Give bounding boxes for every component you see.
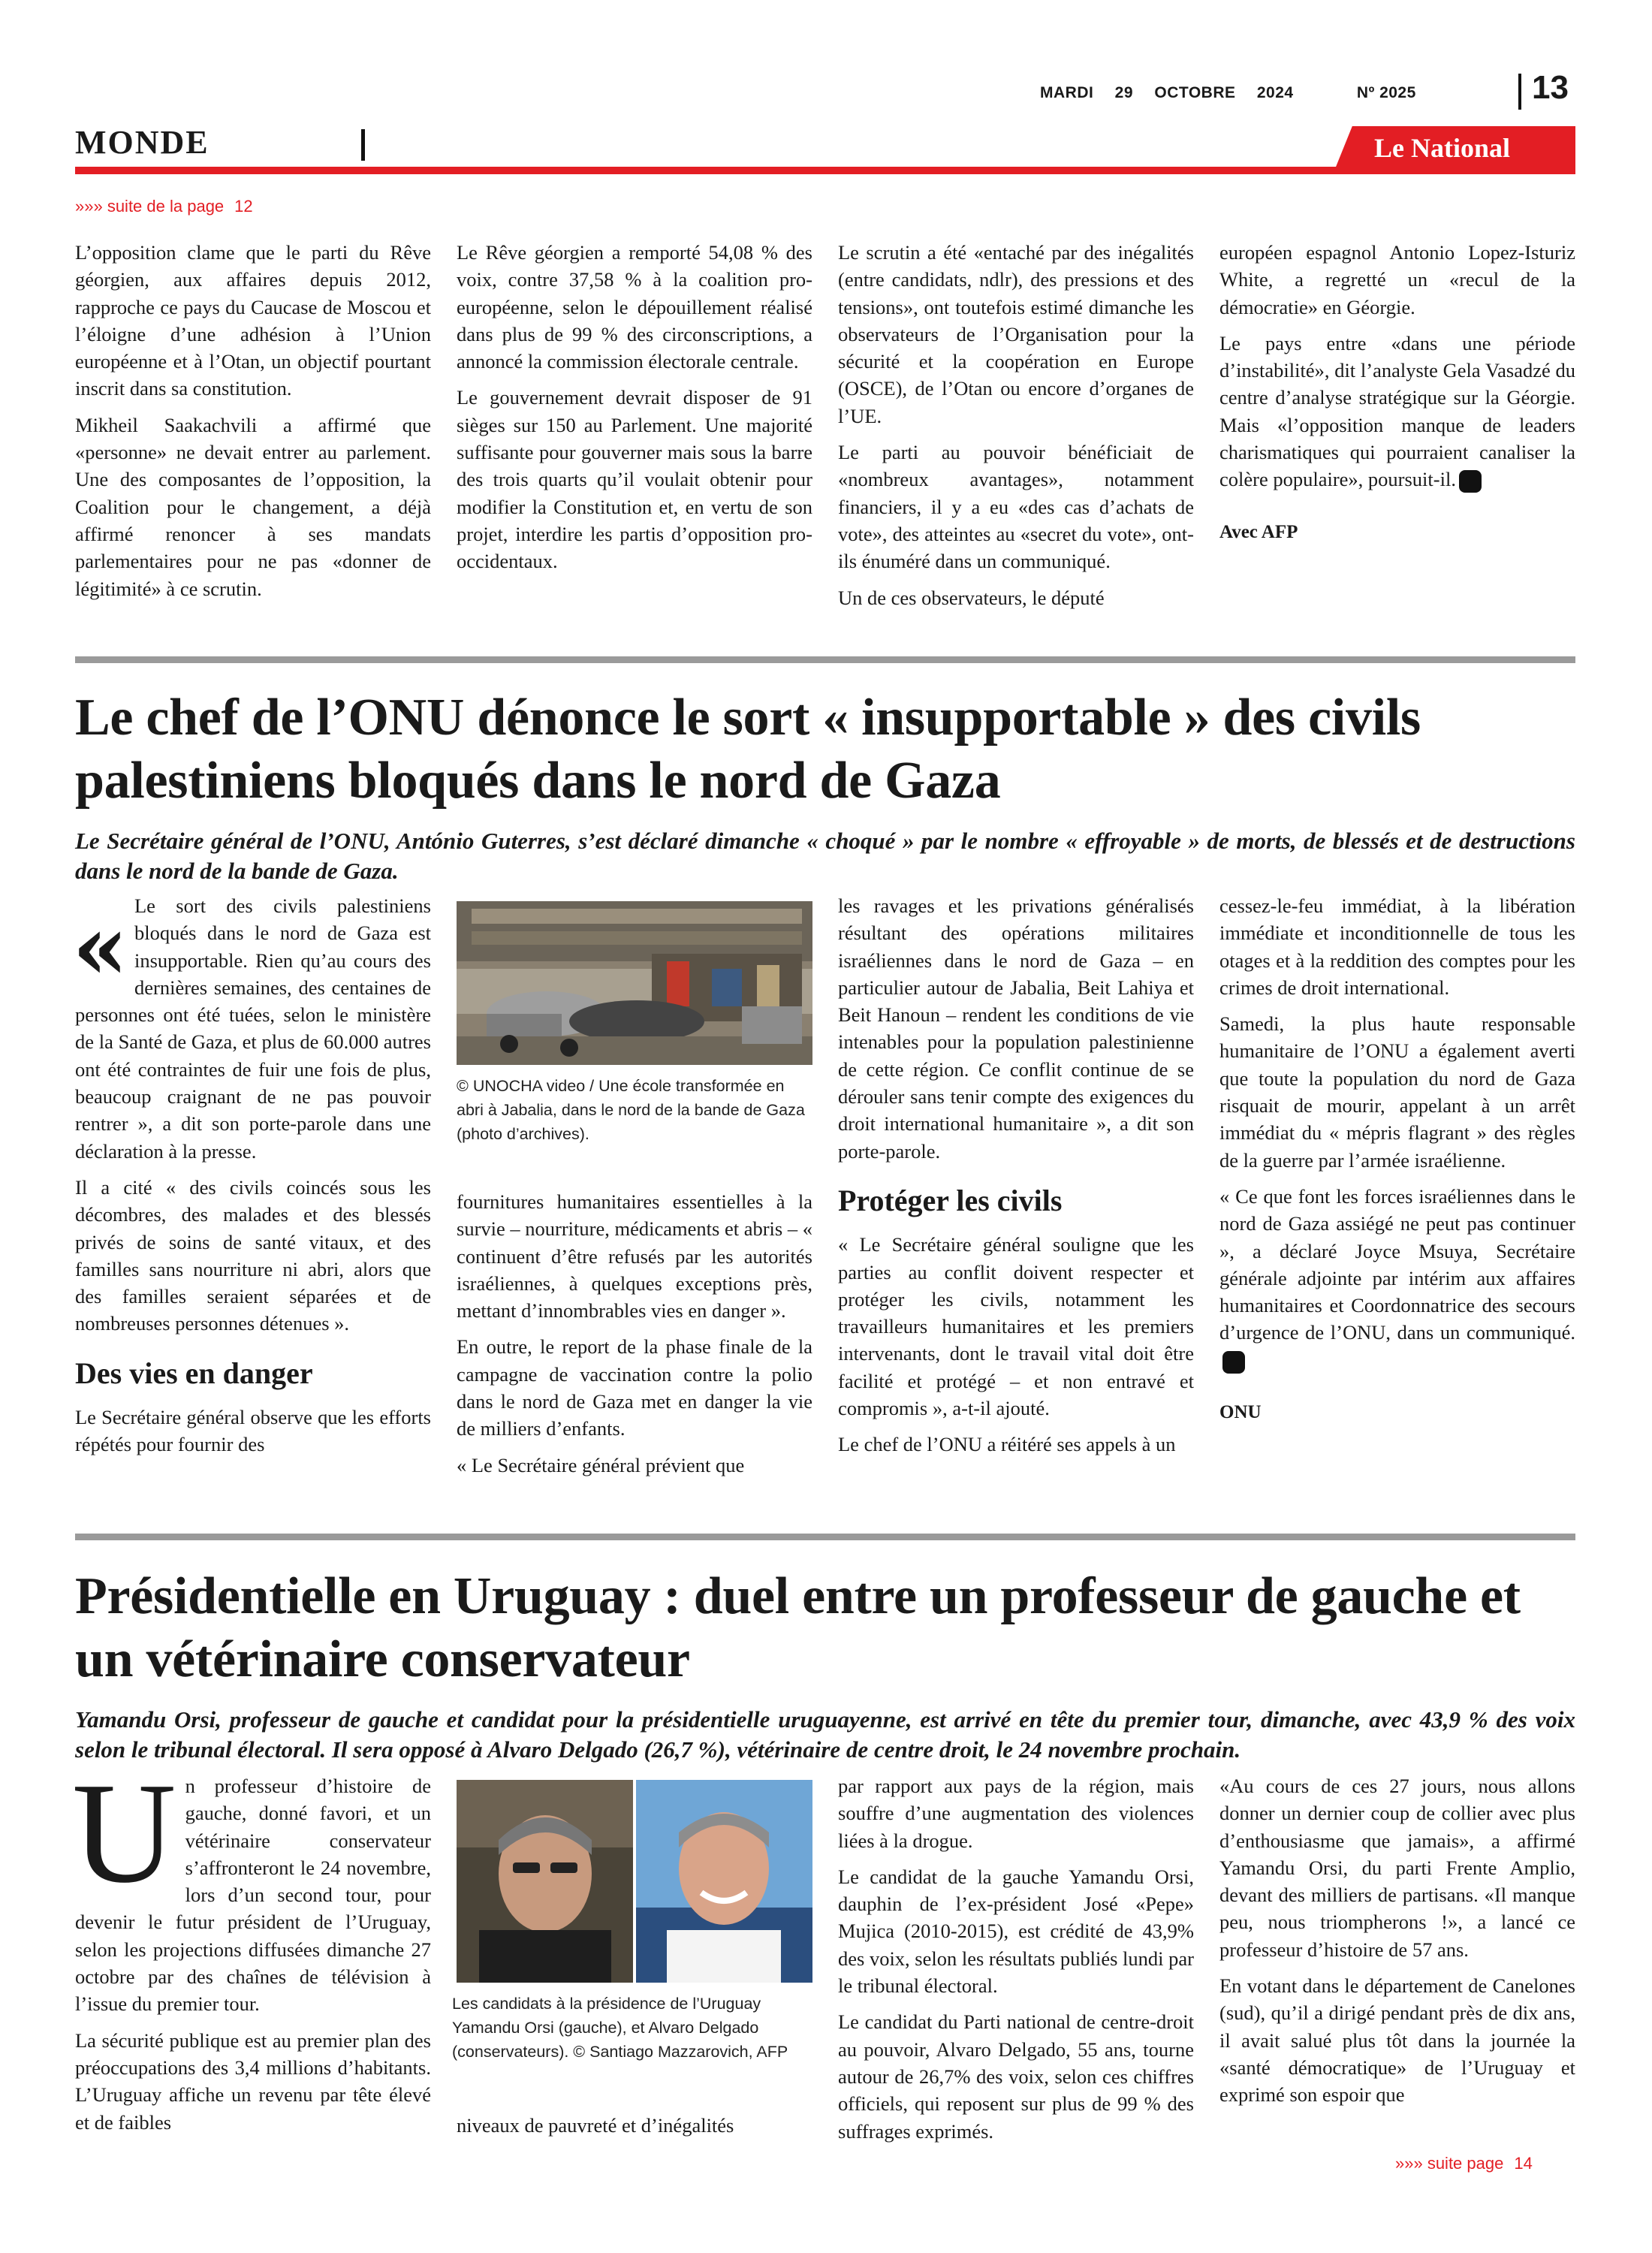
paragraph: Le sort des civils palestiniens bloqués dans le nord de Gaza est insupportable. Rien qu’au cours des dernières semaines, des centaines de personnes ont été tuées, selon le ministère de la Santé de Gaza, et plus de 60.000 autres ont été contraintes de fuir une fois de plus, beaucoup craignant de ne pas pouvoir rentrer », a dit son porte-parole dans une déclaration à la presse. xyxy=(75,894,431,1163)
gaza-school-shelter-photo xyxy=(457,901,812,1065)
article2-lede: Le Secrétaire général de l’ONU, António Guterres, s’est déclaré dimanche « choqué » par le nombre « effroyable » de morts, de blessés et de destructions dans le nord de la bande de Gaza. xyxy=(75,828,1575,884)
article-divider xyxy=(75,656,1575,663)
article-divider xyxy=(75,1534,1575,1540)
paragraph: Mikheil Saakachvili a affirmé que «personne» ne devait entrer au parlement. Une des composantes de l’opposition, la Coalition pour le changement, a déjà affirmé renoncer à ses mandats parlementaires pour ne pas «donner de légitimité» à ce scrutin. xyxy=(75,413,431,600)
paragraph: européen espagnol Antonio Lopez-Isturiz White, a regretté un «recul de la démocratie» en Géorgie. xyxy=(1219,241,1575,318)
page-number: 13 xyxy=(1532,69,1569,106)
paragraph: Un de ces observateurs, le député xyxy=(838,586,1105,609)
article1-column-2 xyxy=(457,239,812,584)
end-of-article-icon xyxy=(1222,1351,1245,1374)
uruguay-photo-caption: Les candidats à la présidence de l’Uruguay Yamandu Orsi (gauche), et Alvaro Delgado (conservateurs). © Santiago Mazzarovich, AFP xyxy=(452,1995,788,2061)
article3-column-1 xyxy=(72,1753,431,2145)
drop-cap: U xyxy=(72,1753,176,1913)
issue-year: 2024 xyxy=(1256,84,1294,101)
continued-to-link[interactable] xyxy=(1395,2154,1543,2173)
paragraph: Le Secrétaire général observe que les efforts répétés pour fournir des xyxy=(75,1406,431,1456)
article3-column-2 xyxy=(457,2112,812,2148)
continued-to-text: »»» suite page xyxy=(1395,2154,1504,2173)
article2-signature: ONU xyxy=(1219,1402,1262,1423)
section-separator xyxy=(361,129,365,161)
paragraph: En outre, le report de la phase finale de la campagne de vaccination contre la polio dans le nord de Gaza met en danger la vie de milliers d’enfants. xyxy=(457,1335,812,1440)
article3-column-3 xyxy=(838,1772,1194,2154)
paragraph: « Le Secrétaire général prévient que xyxy=(457,1453,745,1476)
article1-column-4 xyxy=(1219,239,1575,555)
paragraph: Il a cité « des civils coincés sous les décombres, des malades et des blessés privés de soins de santé vitaux, et des familles sans nourriture ni abri, alors que des familles seraient séparées et de nombreuses personnes détenues ». xyxy=(75,1175,431,1335)
paper-name: Le National xyxy=(1374,133,1511,163)
paragraph: cessez-le-feu immédiat, à la libération immédiate et inconditionnelle de tous les otages et à la reddition des comptes pour les crimes de droit international. xyxy=(1219,894,1575,999)
article1-column-1 xyxy=(75,239,431,611)
continued-to-page: 14 xyxy=(1514,2154,1533,2173)
paragraph: Le candidat du Parti national de centre-droit au pouvoir, Alvaro Delgado, 55 ans, tourne autour de 26,7% des voix, selon ces chiffres officiels, qui reposent sur plus de 99 % des suffrages exprimés. xyxy=(838,2010,1194,2143)
paragraph: «Au cours de ces 27 jours, nous allons donner un dernier coup de collier avec plus d’enthousiasme que jamais», a affirmé Yamandu Orsi, du parti Frente Amplio, devant des milliers de partisans. «Il manque peu, nous triompherons !», a lancé ce professeur d’histoire de 57 ans. xyxy=(1219,1775,1575,1961)
article2-column-1 xyxy=(72,892,431,1467)
article1-signature: Avec AFP xyxy=(1219,521,1298,542)
paragraph: L’opposition clame que le parti du Rêve géorgien, aux affaires depuis 2012, rapproche ce pays du Caucase de Moscou et l’éloigne d’une adhésion à l’Union européenne et à l’Otan, un objectif pourtant inscrit dans sa constitution. xyxy=(75,241,431,400)
article2-column-4 xyxy=(1219,892,1575,1435)
paragraph: par rapport aux pays de la région, mais souffre d’une augmentation des violences liées à la drogue. xyxy=(838,1775,1194,1852)
continued-from-link[interactable] xyxy=(75,197,264,216)
continued-from-text: »»» suite de la page xyxy=(75,197,225,216)
paragraph: En votant dans le département de Canelones (sud), qu’il a dirigé pendant près de dix ans, il avait salué plus tôt dans la journée la «santé démocratique» de l’Uruguay et exprimé son espoir que xyxy=(1219,1974,1575,2107)
paragraph: Le gouvernement devrait disposer de 91 sièges sur 150 au Parlement. Une majorité suffisante pour gouverner mais sous la barre des trois quarts qu’il voulait obtenir pour modifier la Constitution et, en vertu de son projet, interdire les partis d’opposition pro-occidentaux. xyxy=(457,386,812,573)
paragraph: La sécurité publique est au premier plan des préoccupations des 3,4 millions d’habitants. L’Uruguay affiche un revenu par tête élevé et de faibles xyxy=(75,2028,431,2134)
article2-headline: Le chef de l’ONU dénonce le sort « insupportable » des civils palestiniens bloqués dans le nord de Gaza xyxy=(75,689,1421,810)
paragraph: Le scrutin a été «entaché par des inégalités (entre candidats, ndlr), des pressions et des tensions», ont toutefois estimé dimanche les observateurs de l’Organisation pour la sécurité et la coopération en Europe (OSCE), de l’Otan ou encore d’organes de l’UE. xyxy=(838,241,1194,427)
paragraph: « Ce que font les forces israéliennes dans le nord de Gaza assiégé ne peut pas continuer », a déclaré Joyce Msuya, Secrétaire générale adjointe par intérim aux affaires humanitaires et Coordonnatrice des secours d’urgence de l’ONU, dans un communiqué. xyxy=(1219,1184,1575,1344)
paragraph: niveaux de pauvreté et d’inégalités xyxy=(457,2114,734,2137)
page-number-separator xyxy=(1518,74,1521,110)
article2-subhead-1: Des vies en danger xyxy=(75,1356,313,1390)
article2-column-2 xyxy=(457,1188,812,1488)
paragraph: les ravages et les privations généralisés résultant des opérations militaires israéliennes dans le nord de Gaza – en particulier autour de Jabalia, Beit Lahiya et Beit Hanoun – rendent les conditions de vie intenables pour la population palestinienne de cette région. Ce conflit continue de se dérouler sans tenir compte des exigences du droit international humanitaire », a dit son porte-parole. xyxy=(838,894,1194,1163)
paragraph: fournitures humanitaires essentielles à la survie – nourriture, médicaments et abris – « continuent d’être refusés par les autorités israéliennes, à quelques exceptions près, mettant d’innombrables vies en danger ». xyxy=(457,1190,812,1323)
paragraph: n professeur d’histoire de gauche, donné favori, et un vétérinaire conservateur s’affronteront le 24 novembre, lors d’un second tour, pour devenir le futur président de l’Uruguay, selon les projections diffusées dimanche 27 octobre par des chaînes de télévision à l’issue du premier tour. xyxy=(75,1775,431,2016)
section-title: MONDE xyxy=(75,124,210,161)
paragraph: Le pays entre «dans une période d’instabilité», dit l’analyste Gela Vasadzé du centre d’analyse stratégique sur la Géorgie. Mais «l’opposition manque de leaders charismatiques qui pourraient canaliser la colère populaire», poursuit-il. xyxy=(1219,331,1575,491)
article3-headline: Présidentielle en Uruguay : duel entre un professeur de gauche et un vétérinaire conservateur xyxy=(75,1567,1521,1688)
paragraph: Le candidat de la gauche Yamandu Orsi, dauphin de l’ex-président José «Pepe» Mujica (2010-2015), est crédité de 43,9% des voix, selon les résultats publiés lundi par le tribunal électoral. xyxy=(838,1865,1194,1998)
continued-from-page: 12 xyxy=(234,197,253,216)
article1-column-3 xyxy=(838,239,1194,620)
issue-month: OCTOBRE xyxy=(1154,84,1236,101)
article2-column-3 xyxy=(838,892,1194,1467)
paragraph: Le chef de l’ONU a réitéré ses appels à un xyxy=(838,1433,1176,1456)
article3-lede: Yamandu Orsi, professeur de gauche et candidat pour la présidentielle uruguayenne, est arrivé en tête du premier tour, dimanche, avec 43,9 % des voix selon le tribunal électoral. Il sera opposé à Alvaro Delgado (26,7 %), vétérinaire de centre droit, le 24 novembre prochain. xyxy=(75,1706,1575,1763)
paragraph: Le Rêve géorgien a remporté 54,08 % des voix, contre 37,58 % à la coalition pro-européenne, selon le dépouillement réalisé dans plus de 99 % des circonscriptions, a annoncé la commission électorale centrale. xyxy=(457,241,812,373)
issue-number: Nº 2025 xyxy=(1356,84,1416,101)
paragraph: Le parti au pouvoir bénéficiait de «nombreux avantages», notamment financiers, il y a eu «des cas d’achats de vote», des atteintes au «secret du vote», ont-ils énuméré dans un communiqué. xyxy=(838,441,1194,573)
paragraph: Samedi, la plus haute responsable humanitaire de l’ONU a également averti que toute la population du nord de Gaza risquait de mourir, appelant à un arrêt immédiat du « mépris flagrant » des règles de la guerre par l’armée israélienne. xyxy=(1219,1012,1575,1172)
issue-day: MARDI xyxy=(1040,84,1094,101)
uruguay-candidates-photo xyxy=(457,1780,812,1983)
article3-column-4 xyxy=(1219,1772,1575,2118)
open-quote-mark: « xyxy=(72,894,128,1000)
article2-subhead-2: Protéger les civils xyxy=(838,1183,1063,1217)
gaza-photo-caption: © UNOCHA video / Une école transformée en abri à Jabalia, dans le nord de la bande de Gaza (photo d’archives). xyxy=(457,1077,805,1143)
issue-date: 29 xyxy=(1114,84,1134,101)
paragraph: « Le Secrétaire général souligne que les parties au conflit doivent respecter et protéger les civils, notamment les travailleurs humanitaires et les premiers intervenants, dont le travail vital doit être facilité et protégé – et non entravé et compromis », a-t-il ajouté. xyxy=(838,1233,1194,1420)
issue-date-line xyxy=(1040,84,1433,102)
end-of-article-icon xyxy=(1459,470,1482,493)
